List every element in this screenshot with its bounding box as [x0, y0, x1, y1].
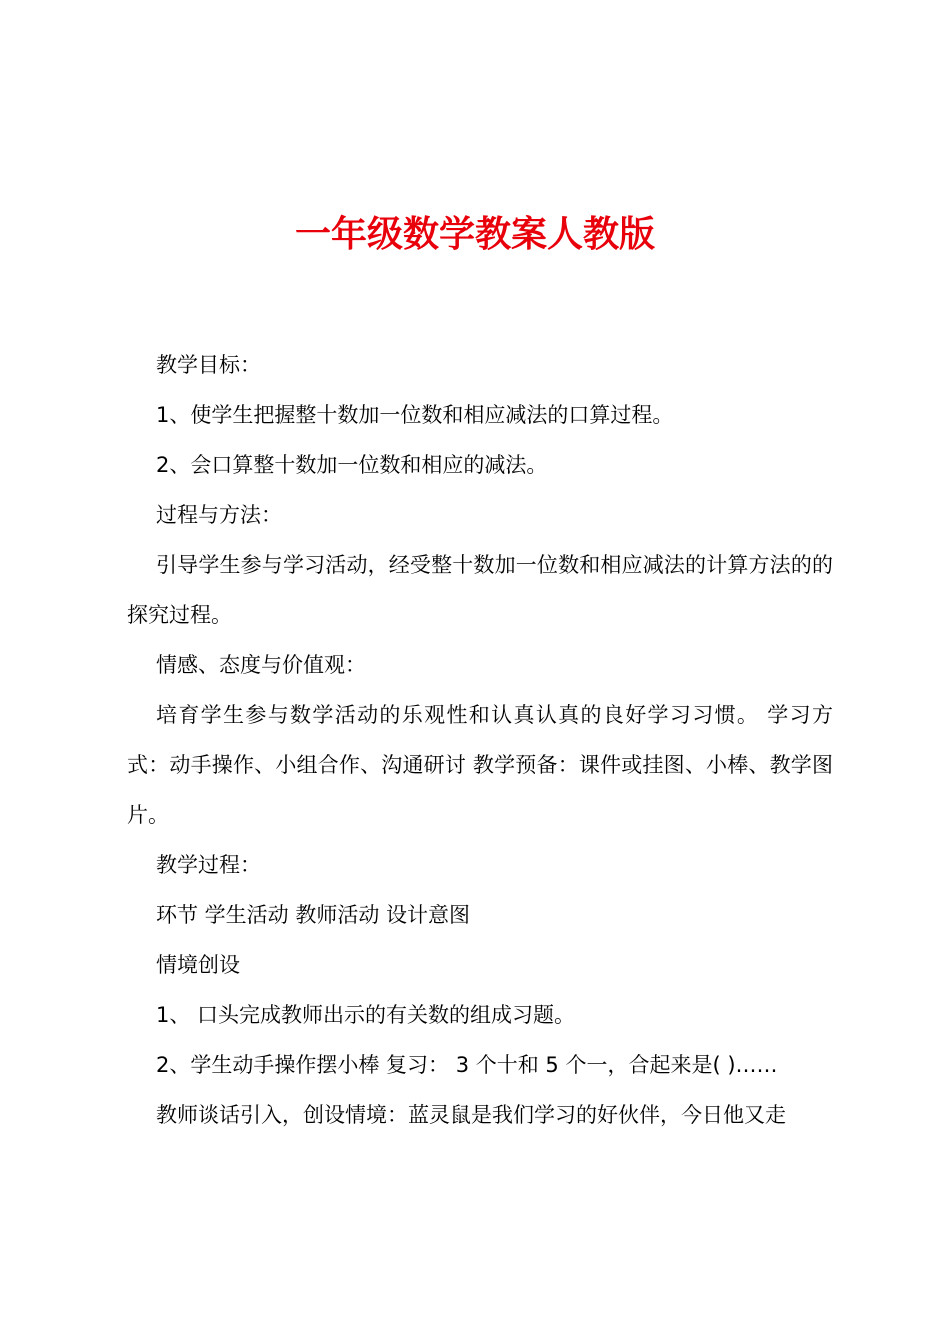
teacher-intro-text: 教师谈话引入，创设情境：蓝灵鼠是我们学习的好伙伴，今日他又走 [156, 1103, 786, 1127]
document-title: 一年级数学教案人教版 [294, 213, 655, 255]
document-body [127, 340, 833, 1140]
section-heading-emotion-values: 情感、态度与价值观： [156, 653, 366, 677]
table-header-row: 环节 学生活动 教师活动 设计意图 [156, 903, 471, 927]
activity-item-1: 1、 口头完成教师出示的有关数的组成习题。 [156, 1003, 576, 1027]
objective-item-1: 1、使学生把握整十数加一位数和相应减法的口算过程。 [156, 403, 674, 427]
process-method-text: 引导学生参与学习活动，经受整十数加一位数和相应减法的计算方法的的探究过程。 [127, 553, 833, 627]
emotion-values-text: 培育学生参与数学活动的乐观性和认真认真的良好学习习惯。 学习方式：动手操作、小组合作、沟通研讨 教学预备：课件或挂图、小棒、教学图片。 [127, 703, 833, 827]
activity-item-2: 2、学生动手操作摆小棒 复习： 3 个十和 5 个一，合起来是( )…… [156, 1053, 778, 1077]
section-heading-objectives: 教学目标： [156, 353, 261, 377]
stage-label-situation: 情境创设 [156, 953, 240, 977]
section-heading-process-method: 过程与方法： [156, 503, 282, 527]
objective-item-2: 2、会口算整十数加一位数和相应的减法。 [156, 453, 548, 477]
section-heading-teaching-process: 教学过程： [156, 853, 261, 877]
